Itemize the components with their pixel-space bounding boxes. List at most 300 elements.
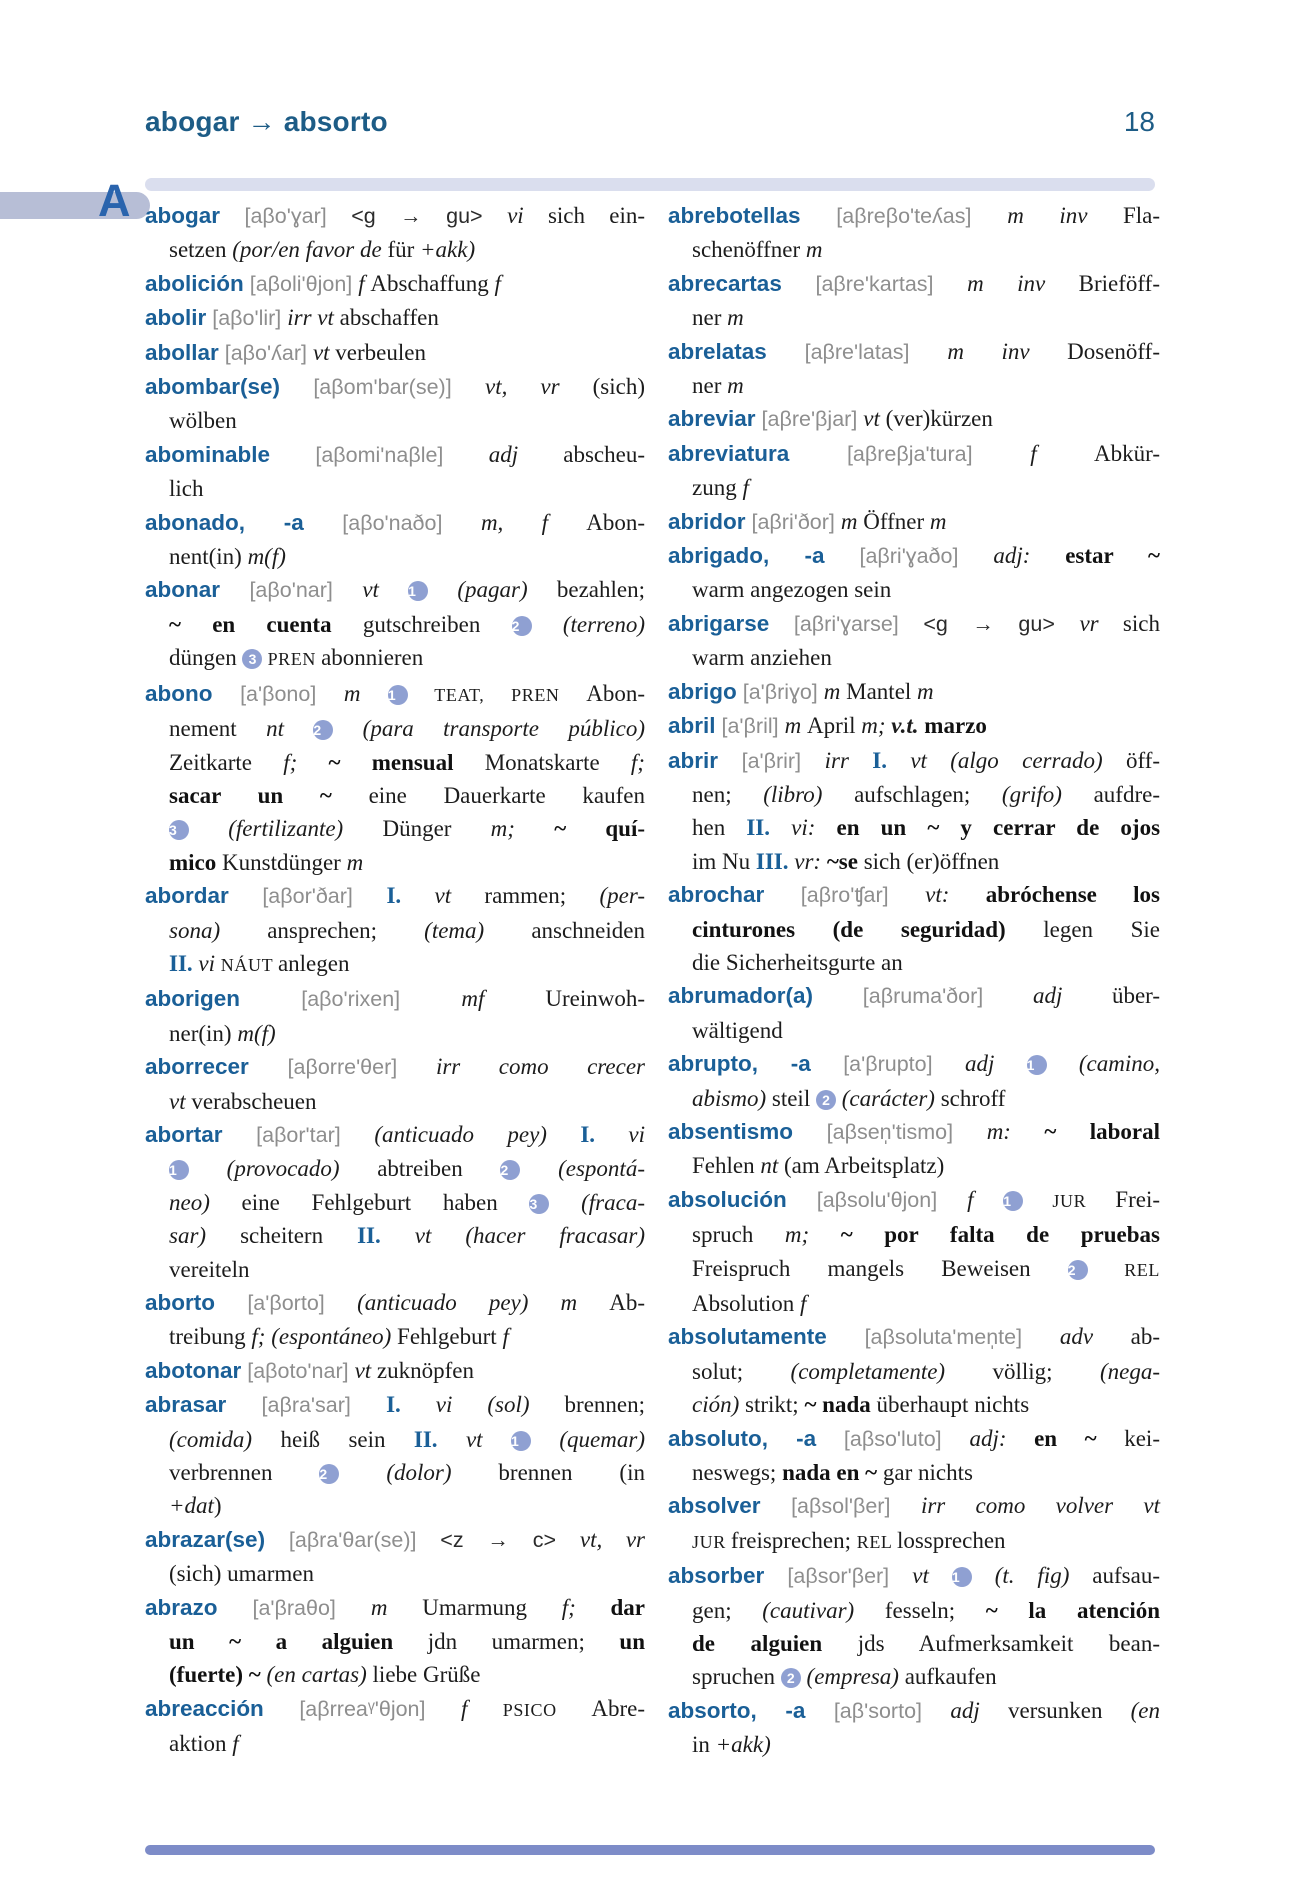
example: (dolor) xyxy=(339,1460,499,1486)
headword: absolutamente xyxy=(668,1324,827,1350)
entry-line xyxy=(145,404,645,437)
grammar-label: f xyxy=(742,475,749,501)
grammar-label: nt xyxy=(266,716,314,742)
translation: anlegen xyxy=(277,950,350,976)
grammar-label: vi xyxy=(198,950,221,976)
collocation: ~ en cuenta xyxy=(169,611,363,637)
dictionary-entry xyxy=(668,402,1160,436)
headword: abominable xyxy=(145,441,271,467)
translation: jds Aufmerksamkeit bean- xyxy=(857,1631,1161,1657)
entry-line xyxy=(145,1423,645,1456)
headword: abrelatas xyxy=(668,338,767,364)
grammar-label: m xyxy=(727,305,744,331)
translation: Zeitkarte xyxy=(169,749,284,775)
grammar-label: vt, vr xyxy=(579,1526,645,1552)
phonetics: [aβsolu'θjon] xyxy=(786,1187,968,1212)
grammar-label: m inv xyxy=(947,338,1068,364)
translation: zung xyxy=(692,475,743,501)
entry-line xyxy=(145,1557,645,1590)
dictionary-entry xyxy=(668,539,1160,607)
translation: verbrennen xyxy=(169,1460,320,1486)
grammar-label: f xyxy=(358,270,371,296)
dictionary-entry xyxy=(145,1388,645,1523)
dictionary-entry xyxy=(145,438,645,506)
phonetics: [a'βorto] xyxy=(215,1291,358,1315)
roman-numeral: I. xyxy=(386,1392,436,1418)
example: (espontáneo) xyxy=(271,1324,398,1350)
right-column xyxy=(668,199,1160,1762)
grammar-label: m; xyxy=(861,713,892,739)
grammar-label: vt, vr xyxy=(484,374,593,400)
translation: jdn umarmen; xyxy=(427,1629,620,1655)
grammar-label: f xyxy=(502,1324,509,1350)
entry-line xyxy=(668,709,1160,743)
entry-line xyxy=(145,1085,645,1118)
entry-line xyxy=(668,233,1160,266)
cross-reference: v.t. xyxy=(891,713,925,739)
phonetics: [aβo'naðo] xyxy=(303,510,481,535)
example: abismo) xyxy=(692,1085,772,1111)
entry-line xyxy=(145,199,645,233)
phonetics: [aβo'ʎar] xyxy=(218,340,313,365)
translation: zuknöpfen xyxy=(376,1357,474,1383)
entry-line xyxy=(668,437,1160,471)
phonetics: [a'βrupto] xyxy=(810,1052,966,1077)
sense-number: 2 xyxy=(816,1090,836,1110)
entry-line xyxy=(668,1524,1160,1559)
grammar-label: vt xyxy=(169,1088,192,1114)
entry-line xyxy=(668,1252,1160,1287)
dictionary-entry xyxy=(668,979,1160,1047)
entry-line xyxy=(145,1118,645,1152)
grammar-label: vt xyxy=(910,747,951,773)
translation: warm angezogen sein xyxy=(692,577,892,603)
field-label: PREN xyxy=(262,649,322,670)
dictionary-entry xyxy=(145,879,645,982)
entry-line xyxy=(668,505,1160,539)
roman-numeral: II. xyxy=(357,1223,415,1249)
entry-line xyxy=(668,1218,1160,1251)
translation: neswegs; xyxy=(692,1460,783,1486)
translation: nen; xyxy=(692,781,764,807)
translation: scheitern xyxy=(240,1223,358,1249)
entry-line xyxy=(668,402,1160,436)
grammar-label: f xyxy=(799,1291,807,1316)
dictionary-entry xyxy=(145,1050,645,1118)
entry-line xyxy=(668,199,1160,233)
entry-line xyxy=(145,641,645,676)
collocation: ~ por falta de pruebas xyxy=(840,1222,1160,1248)
phonetics: [aβo'nar] xyxy=(220,578,363,603)
entry-line xyxy=(668,1047,1160,1081)
entry-line xyxy=(668,979,1160,1013)
entry-line xyxy=(668,1115,1160,1149)
headword: absorto, -a xyxy=(668,1697,806,1723)
translation: abtreiben xyxy=(377,1156,501,1182)
entry-line xyxy=(145,1152,645,1185)
roman-numeral: II. xyxy=(169,950,199,976)
grammar-label: m xyxy=(370,1594,423,1620)
headword: abonado, -a xyxy=(145,509,304,535)
grammar-label: adj xyxy=(950,1697,1008,1723)
phonetics: [aβo'rixen] xyxy=(240,987,462,1012)
grammar-label: adv xyxy=(1059,1324,1131,1350)
grammar-label: f; xyxy=(561,1594,611,1620)
translation: Fehlgeburt xyxy=(397,1324,503,1350)
entry-line xyxy=(145,1727,645,1760)
sense-number: 2 xyxy=(313,720,333,740)
entry-line xyxy=(668,539,1160,573)
translation: Öffner xyxy=(863,508,930,534)
translation: aufschlagen; xyxy=(854,781,1002,807)
dictionary-entry xyxy=(668,1694,1160,1762)
grammar-label: f xyxy=(967,1186,1004,1212)
translation: eine Dauerkarte kaufen xyxy=(368,782,645,808)
example: (por/en favor de xyxy=(232,237,388,263)
headword: abreviatura xyxy=(668,440,790,466)
translation: hen xyxy=(692,815,747,841)
example: (pagar) xyxy=(428,577,557,603)
translation: gutschreiben xyxy=(362,611,512,637)
translation: ner xyxy=(692,373,728,399)
example: (per- xyxy=(599,883,646,909)
dictionary-entry xyxy=(145,1692,645,1761)
headword: absorber xyxy=(668,1563,765,1589)
sense-number: 3 xyxy=(242,649,262,669)
dictionary-entry xyxy=(145,1591,645,1692)
translation: versunken xyxy=(1007,1697,1131,1723)
entry-line xyxy=(145,1320,645,1353)
phonetics: [aβruma'ðor] xyxy=(813,984,1033,1009)
translation: kei- xyxy=(1124,1425,1160,1451)
collocation: un ~ a alguien xyxy=(169,1629,428,1655)
headword: abrigo xyxy=(668,678,737,704)
dictionary-entry xyxy=(668,1047,1160,1115)
dictionary-entry xyxy=(668,199,1160,267)
translation: brennen (in xyxy=(498,1460,645,1486)
headword: abolición xyxy=(145,270,244,296)
roman-numeral: I. xyxy=(580,1121,629,1147)
grammar-label: m xyxy=(840,508,864,534)
grammar-label: m xyxy=(343,680,388,706)
field-label: REL xyxy=(856,1531,897,1552)
grammar-label: vr xyxy=(1079,610,1123,636)
entry-line xyxy=(668,811,1160,844)
grammar-label: vt xyxy=(912,1563,952,1589)
roman-numeral: II. xyxy=(746,815,792,841)
translation: überhaupt nichts xyxy=(876,1392,1030,1418)
entry-line xyxy=(145,1253,645,1286)
collocation: dar xyxy=(610,1594,645,1620)
translation: brennen; xyxy=(564,1392,645,1418)
grammar-label: f; xyxy=(251,1324,272,1350)
entry-line xyxy=(145,1456,645,1489)
collocation: un xyxy=(619,1629,645,1655)
grammar-label: f xyxy=(494,270,501,296)
morphology: <g → gu> xyxy=(923,611,1080,636)
phonetics: [aβoli'θjon] xyxy=(243,271,359,296)
translation: nement xyxy=(169,716,267,742)
headword: absolver xyxy=(668,1493,761,1519)
entry-line xyxy=(145,336,645,370)
entry-line xyxy=(668,1183,1160,1218)
translation: freisprechen; xyxy=(730,1527,857,1553)
phonetics: [aβre'βjar] xyxy=(755,407,864,432)
example: (algo cerrado) xyxy=(950,747,1126,773)
translation: schroff xyxy=(940,1085,1006,1111)
translation: abonnieren xyxy=(321,645,424,671)
headword: abrochar xyxy=(668,882,765,908)
sense-number: 2 xyxy=(1068,1260,1088,1280)
grammar-label: f xyxy=(461,1695,503,1721)
dictionary-entry xyxy=(668,878,1160,979)
translation: Freispruch mangels Beweisen xyxy=(692,1255,1068,1281)
sense-number: 2 xyxy=(319,1464,339,1484)
collocation: mico xyxy=(169,849,223,875)
entry-line xyxy=(668,1559,1160,1593)
translation: völlig; xyxy=(992,1358,1100,1384)
entry-line xyxy=(145,370,645,404)
grammar-label: vi: xyxy=(791,815,837,841)
example: (terreno) xyxy=(531,611,645,637)
entry-line xyxy=(145,608,645,641)
phonetics: [aβso'luto] xyxy=(816,1426,970,1451)
collocation: (fuerte) ~ xyxy=(169,1662,267,1688)
translation: für xyxy=(387,237,421,263)
example: (hacer fracasar) xyxy=(465,1223,646,1249)
entry-line xyxy=(145,573,645,607)
headword: abollar xyxy=(145,339,219,365)
headword: abreacción xyxy=(145,1695,264,1721)
grammar-label: m; xyxy=(784,1222,841,1248)
entry-line xyxy=(145,301,645,335)
phonetics: [aβ'sorto] xyxy=(805,1698,951,1723)
entry-line xyxy=(145,267,645,301)
example: (anticuado pey) xyxy=(374,1121,581,1147)
collocation: ~ nada xyxy=(804,1392,877,1418)
translation: spruchen xyxy=(692,1664,781,1690)
translation: aktion xyxy=(169,1731,233,1757)
entry-line xyxy=(668,641,1160,674)
grammar-label: f; xyxy=(283,749,329,775)
collocation: estar ~ xyxy=(1065,543,1160,569)
translation: Ab- xyxy=(609,1290,645,1315)
example: sar) xyxy=(169,1223,241,1249)
translation: rammen; xyxy=(484,883,600,909)
translation: wältigend xyxy=(692,1017,783,1043)
phonetics: [aβsol'βer] xyxy=(760,1494,921,1519)
entry-line xyxy=(668,573,1160,606)
example: (en xyxy=(1130,1697,1161,1723)
headword: abridor xyxy=(668,508,746,534)
sense-number: 3 xyxy=(529,1194,549,1214)
morphology: <g → gu> xyxy=(351,204,508,228)
example: (fraca- xyxy=(549,1189,645,1215)
entry-line xyxy=(668,1014,1160,1047)
translation: setzen xyxy=(169,237,233,263)
field-label: NÁUT xyxy=(220,954,278,975)
collocation: cinturones (de seguridad) xyxy=(692,916,1044,942)
example: (quemar) xyxy=(530,1426,645,1452)
entry-line xyxy=(668,1422,1160,1456)
entry-line xyxy=(145,1017,645,1050)
entry-line xyxy=(145,1591,645,1625)
headword: abrasar xyxy=(145,1392,227,1418)
grammar-label: vt xyxy=(414,1223,466,1249)
collocation: ~ la atención xyxy=(985,1597,1160,1623)
dictionary-entry xyxy=(145,267,645,301)
translation: (am Arbeitsplatz) xyxy=(784,1153,945,1179)
example: +dat xyxy=(169,1493,214,1519)
grammar-label: m xyxy=(805,237,823,263)
sense-number: 3 xyxy=(169,820,189,840)
dictionary-entry xyxy=(145,370,645,438)
translation: fesseln; xyxy=(884,1597,986,1623)
headword: abril xyxy=(668,713,716,739)
translation: ansprechen; xyxy=(267,917,425,943)
grammar-label: vi xyxy=(507,203,548,228)
headword: abrupto, -a xyxy=(668,1051,811,1077)
entry-line xyxy=(668,301,1160,334)
entry-line xyxy=(145,1388,645,1422)
translation: sich (er)öffnen xyxy=(863,848,1000,874)
sense-number: 2 xyxy=(781,1668,801,1688)
headword: abono xyxy=(145,680,213,706)
collocation: ~ mensual xyxy=(328,749,485,775)
example: (fertilizante) xyxy=(189,816,383,842)
phonetics: [aβre'latas] xyxy=(766,339,948,364)
grammar-label: m, f xyxy=(480,509,587,535)
grammar-label: vi xyxy=(628,1121,646,1147)
dictionary-entry xyxy=(668,1422,1160,1490)
grammar-label: vt: xyxy=(925,882,986,908)
dictionary-entry xyxy=(668,607,1160,675)
sense-number: 1 xyxy=(388,685,408,705)
phonetics: [a'βriɣo] xyxy=(736,679,824,704)
example: (nega- xyxy=(1100,1358,1161,1384)
dictionary-entry xyxy=(668,709,1160,743)
entry-line xyxy=(668,1660,1160,1693)
entry-line xyxy=(668,1320,1160,1354)
phonetics: [aβro'ʧar] xyxy=(764,883,926,908)
grammar-label: nt xyxy=(760,1153,784,1179)
headword: abogar xyxy=(145,203,221,228)
dictionary-entry xyxy=(145,1354,645,1388)
field-label: JUR xyxy=(1023,1190,1116,1211)
translation: verbeulen xyxy=(335,339,426,365)
collocation: ~se xyxy=(826,848,864,874)
dictionary-entry xyxy=(668,267,1160,335)
translation: April xyxy=(806,713,862,739)
example: +akk) xyxy=(420,237,476,263)
field-label: PSICO xyxy=(502,1699,592,1720)
dictionary-entry xyxy=(145,301,645,335)
translation: die Sicherheitsgurte an xyxy=(692,949,903,975)
entry-line xyxy=(145,472,645,505)
translation: ) xyxy=(213,1493,222,1519)
headword: abotonar xyxy=(145,1357,242,1383)
translation: heiß sein xyxy=(280,1426,414,1452)
headword: abonar xyxy=(145,577,221,603)
dictionary-entry xyxy=(668,437,1160,505)
grammar-label: adj xyxy=(965,1051,1027,1077)
translation: eine Fehlgeburt haben xyxy=(241,1189,530,1215)
translation: Monatskarte xyxy=(484,749,631,775)
grammar-label: m xyxy=(784,713,807,739)
sense-number: 1 xyxy=(1027,1055,1047,1075)
grammar-label: m: xyxy=(986,1118,1045,1144)
phonetics: [aβreβo'teʎas] xyxy=(800,204,1008,228)
phonetics: [aβri'ɣaðo] xyxy=(824,544,994,569)
headword: aborto xyxy=(145,1290,215,1315)
phonetics: [aβor'tar] xyxy=(222,1122,375,1147)
translation: vereiteln xyxy=(169,1256,250,1282)
phonetics: [aβreβja'tura] xyxy=(789,441,1031,466)
sense-number: 1 xyxy=(511,1431,531,1451)
translation: ner xyxy=(692,305,728,331)
grammar-label: m(f) xyxy=(247,544,286,570)
grammar-label: m xyxy=(560,1290,610,1315)
grammar-label: mf xyxy=(461,986,546,1012)
translation: Dünger xyxy=(382,816,491,842)
translation: ab- xyxy=(1130,1324,1160,1350)
dictionary-entry xyxy=(145,199,645,267)
entry-line xyxy=(145,1050,645,1084)
entry-line xyxy=(145,846,645,879)
entry-line xyxy=(145,506,645,540)
translation: über- xyxy=(1111,983,1161,1009)
roman-numeral: I. xyxy=(872,747,911,773)
example: (grifo) xyxy=(1001,781,1094,807)
translation: Mantel xyxy=(846,678,918,704)
dictionary-entry xyxy=(668,675,1160,709)
headword: abrecartas xyxy=(668,270,782,296)
headword: abrazar(se) xyxy=(145,1526,266,1552)
translation: anschneiden xyxy=(531,917,645,943)
translation: steil xyxy=(771,1085,816,1111)
entry-line xyxy=(145,879,645,913)
grammar-label: vr: xyxy=(794,848,827,874)
phonetics: [aβre'kartas] xyxy=(781,271,968,296)
dictionary-entry xyxy=(668,1183,1160,1321)
entry-line xyxy=(145,1489,645,1522)
entry-line xyxy=(668,1388,1160,1421)
entry-line xyxy=(668,369,1160,402)
grammar-label: vt xyxy=(312,339,336,365)
translation: düngen xyxy=(169,645,243,671)
translation: in xyxy=(692,1732,716,1758)
phonetics: [a'βono] xyxy=(212,681,344,706)
entry-line xyxy=(668,1287,1160,1320)
example: (libro) xyxy=(763,781,855,807)
grammar-label: m xyxy=(823,678,847,704)
grammar-label: vt xyxy=(354,1357,377,1383)
entry-line xyxy=(668,778,1160,811)
translation: (sich) xyxy=(592,374,645,400)
sense-number: 2 xyxy=(512,616,532,636)
entry-line xyxy=(145,1186,645,1219)
grammar-label: m inv xyxy=(1007,203,1123,228)
phonetics: [aβsor'βer] xyxy=(764,1564,913,1589)
entry-line xyxy=(145,947,645,982)
translation: Kunstdünger xyxy=(222,849,347,875)
example: (completamente) xyxy=(790,1358,993,1384)
sense-number: 1 xyxy=(952,1567,972,1587)
example: (sol) xyxy=(487,1392,565,1418)
entry-line xyxy=(145,1219,645,1252)
example: (cautivar) xyxy=(762,1597,885,1623)
headword: abolir xyxy=(145,305,207,331)
